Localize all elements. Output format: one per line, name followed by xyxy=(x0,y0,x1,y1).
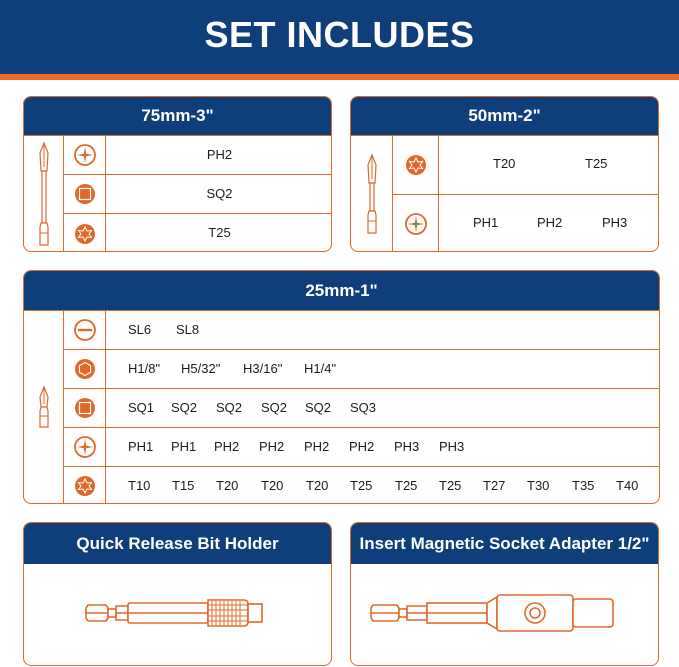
panel-25mm-title: 25mm-1" xyxy=(24,271,659,310)
bit-label: PH1 xyxy=(171,439,197,454)
bit-label: T25 xyxy=(439,478,462,493)
bit-label: T25 xyxy=(350,478,373,493)
bit-label: H1/4" xyxy=(304,361,337,376)
bit-label: PH3 xyxy=(439,439,465,454)
p75-row-2 xyxy=(64,174,332,213)
phillips-icon xyxy=(64,428,106,466)
bit-label: T25 xyxy=(208,225,231,240)
bit-label: PH2 xyxy=(537,215,563,230)
bit-label: T25 xyxy=(395,478,418,493)
bit-label: PH1 xyxy=(473,215,499,230)
bit-label: T27 xyxy=(483,478,506,493)
bit-label: SL8 xyxy=(176,322,200,337)
panel-socket-adapter xyxy=(350,522,659,666)
bit-label: SQ2 xyxy=(171,400,198,415)
bit-label: T20 xyxy=(493,156,516,171)
bit-label: T20 xyxy=(261,478,284,493)
bit-illustration-50mm xyxy=(351,135,393,252)
bit-label: T15 xyxy=(172,478,195,493)
p50-row-2 xyxy=(393,194,659,252)
bit-label: SQ2 xyxy=(206,186,233,201)
square-icon xyxy=(64,175,106,213)
bit-label: SQ2 xyxy=(216,400,243,415)
bit-label: H1/8" xyxy=(128,361,161,376)
p25-row-1 xyxy=(64,310,660,349)
p25-row-4 xyxy=(64,427,660,466)
p50-row-1 xyxy=(393,135,659,194)
panel-socket-adapter-title: Insert Magnetic Socket Adapter 1/2" xyxy=(351,523,658,564)
bit-illustration-75mm xyxy=(24,135,64,252)
square-icon xyxy=(64,389,106,427)
torx-icon xyxy=(393,136,439,194)
phillips-icon xyxy=(393,195,439,252)
torx-icon xyxy=(64,214,106,252)
panel-50mm-title: 50mm-2" xyxy=(351,97,658,135)
panel-50mm xyxy=(350,96,659,252)
bit-label: PH2 xyxy=(214,439,240,454)
panel-25mm xyxy=(23,270,660,504)
bit-label: PH2 xyxy=(304,439,330,454)
panel-75mm xyxy=(23,96,332,252)
bit-label: T20 xyxy=(306,478,329,493)
panel-bit-holder-title: Quick Release Bit Holder xyxy=(24,523,331,564)
bit-label: SL6 xyxy=(128,322,152,337)
p25-row-5 xyxy=(64,466,660,504)
p25-row-2 xyxy=(64,349,660,388)
bit-label: T20 xyxy=(216,478,239,493)
bit-label: T25 xyxy=(585,156,608,171)
phillips-icon xyxy=(64,136,106,174)
short-bit-icon xyxy=(37,385,51,431)
panel-bit-holder xyxy=(23,522,332,666)
bit-label: H5/32" xyxy=(181,361,221,376)
bit-holder-icon xyxy=(84,593,284,633)
bit-label: PH3 xyxy=(602,215,628,230)
p25-row-3 xyxy=(64,388,660,427)
bit-label: PH1 xyxy=(128,439,154,454)
bit-label: H3/16" xyxy=(243,361,283,376)
bit-label: PH2 xyxy=(259,439,285,454)
banner-stripe xyxy=(0,74,679,80)
bit-label: PH2 xyxy=(349,439,375,454)
long-bit-icon xyxy=(37,141,51,249)
medium-bit-icon xyxy=(365,153,379,237)
bit-label: PH2 xyxy=(206,147,233,162)
bit-label: SQ2 xyxy=(261,400,288,415)
bit-illustration-25mm xyxy=(24,310,64,504)
p75-row-3 xyxy=(64,213,332,252)
bit-label: SQ2 xyxy=(305,400,332,415)
torx-icon xyxy=(64,467,106,504)
page-title: SET INCLUDES xyxy=(204,14,475,55)
p75-row-1 xyxy=(64,135,332,174)
bit-label: T10 xyxy=(128,478,151,493)
bit-label: PH3 xyxy=(394,439,420,454)
socket-adapter-icon xyxy=(367,589,627,637)
bit-label: T30 xyxy=(527,478,550,493)
bit-label: SQ3 xyxy=(350,400,377,415)
panel-75mm-title: 75mm-3" xyxy=(24,97,331,135)
bit-label: SQ1 xyxy=(128,400,155,415)
slotted-icon xyxy=(64,311,106,349)
hex-icon xyxy=(64,350,106,388)
bit-label: T35 xyxy=(572,478,595,493)
bit-label: T40 xyxy=(616,478,639,493)
